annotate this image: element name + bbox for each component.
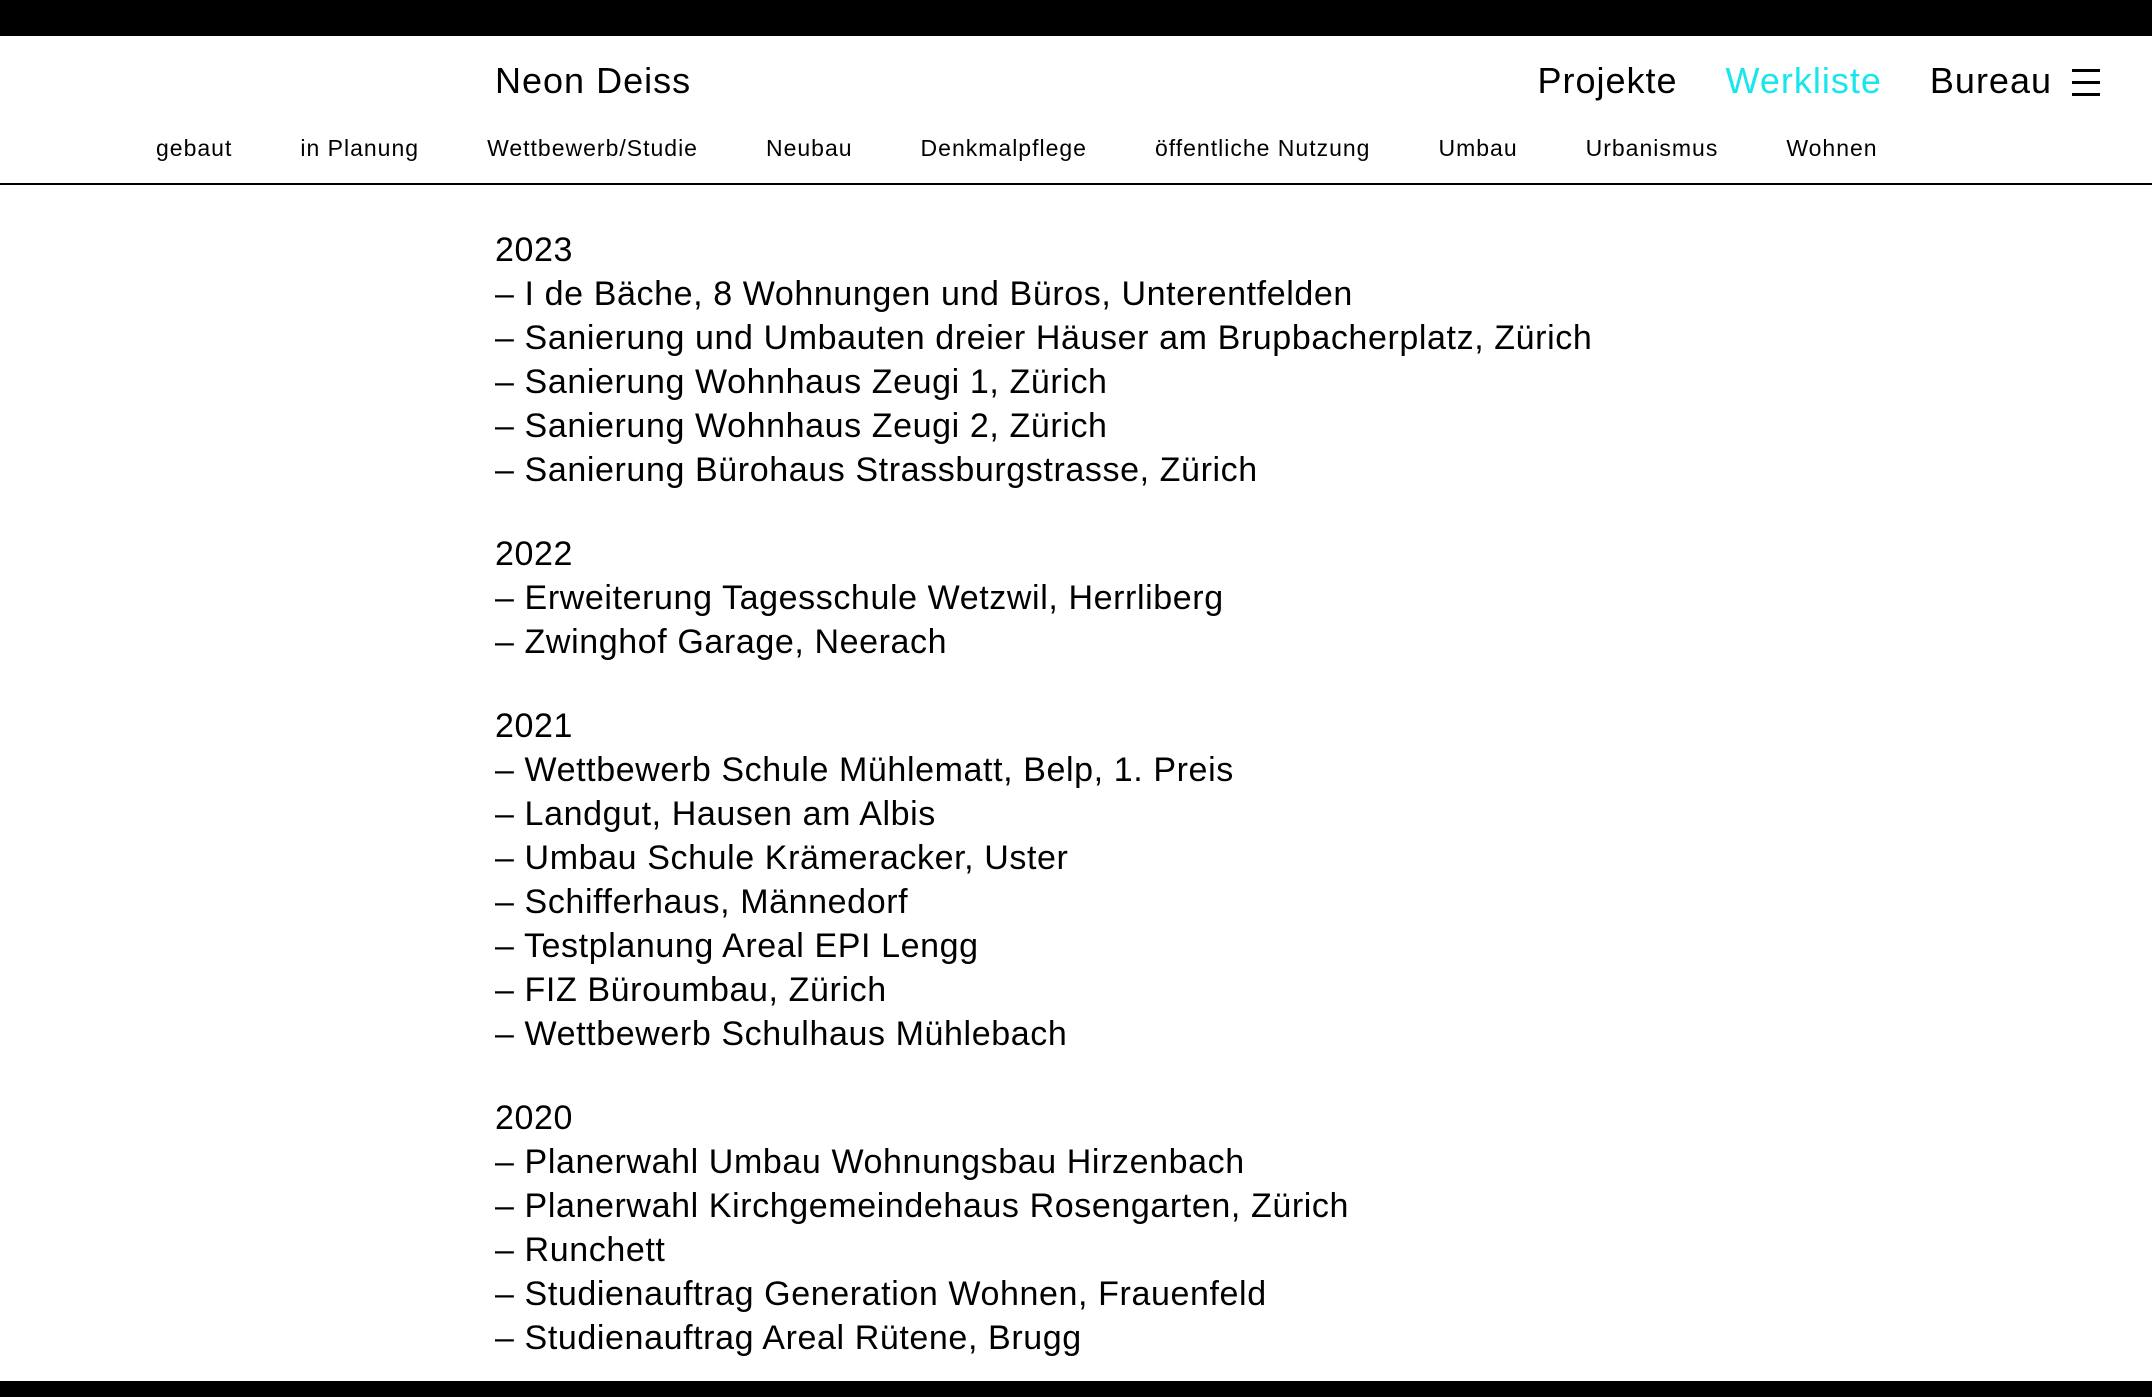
worklist-entry-link[interactable]: – Testplanung Areal EPI Lengg <box>495 927 979 965</box>
worklist-entry <box>495 748 1995 792</box>
year-block-2022 <box>495 532 1995 664</box>
worklist-entry-link[interactable]: – Planerwahl Umbau Wohnungsbau Hirzenbach <box>495 1143 1245 1181</box>
filter-gebaut[interactable]: gebaut <box>156 135 233 161</box>
worklist-entry-link[interactable]: – Studienauftrag Generation Wohnen, Frauenfeld <box>495 1275 1267 1313</box>
year-heading: 2023 <box>495 231 574 269</box>
worklist-entry <box>495 968 1995 1012</box>
nav-item-bureau[interactable]: Bureau <box>1929 60 2052 101</box>
filter-oeffentliche-nutzung[interactable]: öffentliche Nutzung <box>1154 135 1371 161</box>
year-block-2023 <box>495 228 1995 492</box>
year-block-2020 <box>495 1096 1995 1360</box>
worklist-entry-link[interactable]: – Schifferhaus, Männedorf <box>495 883 909 921</box>
year-block-2021 <box>495 704 1995 1056</box>
worklist-entry-link[interactable]: – Planerwahl Kirchgemeindehaus Rosengarten, Zürich <box>495 1187 1350 1225</box>
worklist-entry-link[interactable]: – Wettbewerb Schulhaus Mühlebach <box>495 1015 1068 1053</box>
filter-in-planung[interactable]: in Planung <box>300 135 420 161</box>
worklist-entry <box>495 1012 1995 1056</box>
worklist-entry <box>495 1316 1995 1360</box>
filter-bar <box>156 134 1878 162</box>
menu-line <box>2072 81 2100 84</box>
worklist-entry <box>495 1272 1995 1316</box>
worklist-entry-link[interactable]: – Sanierung Wohnhaus Zeugi 1, Zürich <box>495 363 1108 401</box>
worklist-entry <box>495 880 1995 924</box>
site-header <box>0 36 2152 185</box>
worklist-entry-link[interactable]: – Landgut, Hausen am Albis <box>495 795 936 833</box>
year-heading: 2020 <box>495 1099 574 1137</box>
worklist-entry <box>495 924 1995 968</box>
filter-denkmalpflege[interactable]: Denkmalpflege <box>920 135 1087 161</box>
worklist-entry-link[interactable]: – I de Bäche, 8 Wohnungen und Büros, Unterentfelden <box>495 275 1353 313</box>
filter-wettbewerb-studie[interactable]: Wettbewerb/Studie <box>487 135 698 161</box>
worklist-entry-link[interactable]: – Sanierung Bürohaus Strassburgstrasse, Zürich <box>495 451 1258 489</box>
worklist-entry <box>495 836 1995 880</box>
worklist-entry <box>495 448 1995 492</box>
bottom-black-bar <box>0 1381 2152 1397</box>
nav-item-projekte[interactable]: Projekte <box>1537 60 1678 101</box>
worklist-entry-link[interactable]: – Erweiterung Tagesschule Wetzwil, Herrliberg <box>495 579 1224 617</box>
worklist-entry <box>495 272 1995 316</box>
worklist-entry-link[interactable]: – Zwinghof Garage, Neerach <box>495 623 948 661</box>
worklist-entry <box>495 316 1995 360</box>
filter-neubau[interactable]: Neubau <box>765 135 853 161</box>
worklist-entry <box>495 360 1995 404</box>
brand-logo-link[interactable]: Neon Deiss <box>495 60 692 101</box>
worklist-entry <box>495 620 1995 664</box>
worklist-entry-link[interactable]: – Sanierung Wohnhaus Zeugi 2, Zürich <box>495 407 1108 445</box>
worklist-entry-link[interactable]: – Wettbewerb Schule Mühlematt, Belp, 1. Preis <box>495 751 1234 789</box>
filter-umbau[interactable]: Umbau <box>1438 135 1518 161</box>
nav-item-werkliste[interactable]: Werkliste <box>1725 60 1882 101</box>
worklist-entry <box>495 1228 1995 1272</box>
worklist <box>495 228 1995 1400</box>
menu-line <box>2072 93 2100 96</box>
worklist-entry-link[interactable]: – Sanierung und Umbauten dreier Häuser am Brupbacherplatz, Zürich <box>495 319 1593 357</box>
filter-wohnen[interactable]: Wohnen <box>1786 135 1878 161</box>
menu-line <box>2072 69 2100 72</box>
worklist-entry-link[interactable]: – FIZ Büroumbau, Zürich <box>495 971 887 1009</box>
year-heading: 2021 <box>495 707 574 745</box>
hamburger-menu-icon[interactable] <box>2072 67 2100 97</box>
top-black-bar <box>0 0 2152 36</box>
filter-urbanismus[interactable]: Urbanismus <box>1585 135 1719 161</box>
worklist-entry-link[interactable]: – Runchett <box>495 1231 666 1269</box>
worklist-entry <box>495 792 1995 836</box>
worklist-entry <box>495 1184 1995 1228</box>
worklist-entry-link[interactable]: – Umbau Schule Krämeracker, Uster <box>495 839 1069 877</box>
worklist-entry <box>495 1140 1995 1184</box>
year-heading: 2022 <box>495 535 574 573</box>
main-nav <box>1537 60 2052 102</box>
worklist-entry-link[interactable]: – Studienauftrag Areal Rütene, Brugg <box>495 1319 1082 1357</box>
worklist-entry <box>495 576 1995 620</box>
worklist-entry <box>495 404 1995 448</box>
